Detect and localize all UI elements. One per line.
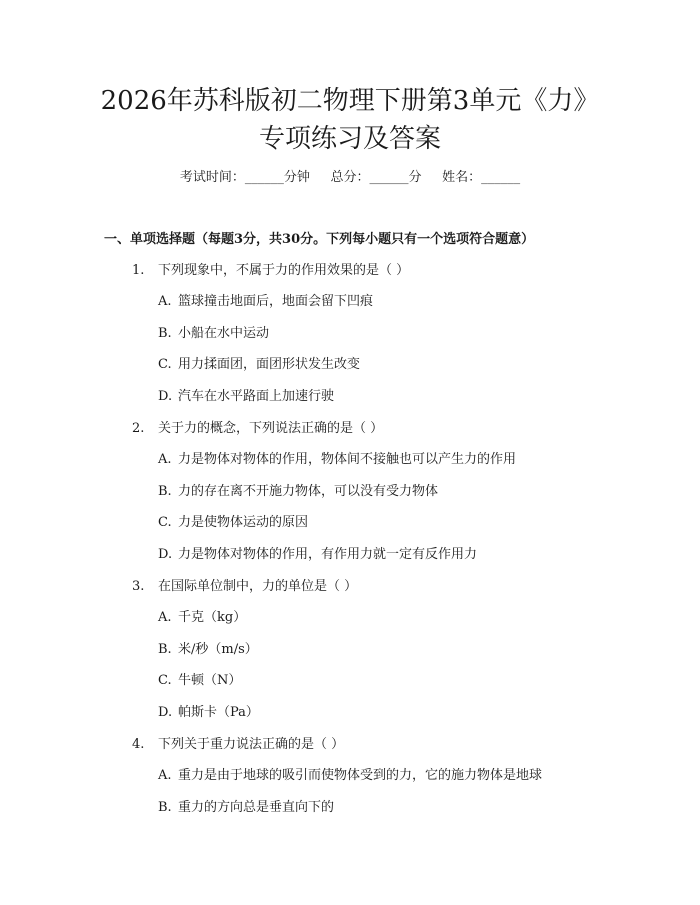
question-2-option-a [158,450,516,470]
document-title [0,82,700,158]
option-letter: B. [158,484,172,499]
section-heading-single-choice: 一、单项选择题（每题3分，共30分。下列每小题只有一个选项符合题意） [104,232,535,247]
option-text: 牛顿（N） [178,673,242,688]
title-line-1: 2026年苏科版初二物理下册第3单元《力》 [100,86,600,116]
question-3 [132,577,357,597]
option-text: 力是物体对物体的作用，有作用力就一定有反作用力 [178,547,478,562]
option-text: 力是物体对物体的作用，物体间不接触也可以产生力的作用 [178,452,517,467]
option-text: 篮球撞击地面后，地面会留下凹痕 [178,294,374,309]
option-letter: C. [158,515,172,530]
question-number: 4. [132,737,145,752]
question-1 [132,261,409,281]
option-letter: A. [158,452,172,467]
option-text: 千克（kg） [178,610,247,625]
question-text: 下列关于重力说法正确的是（ ） [158,737,345,752]
question-number: 1. [132,263,145,278]
option-letter: A. [158,768,172,783]
question-number: 2. [132,421,145,436]
option-text: 力的存在离不开施力物体，可以没有受力物体 [178,484,439,499]
question-3-option-a [158,608,246,628]
question-2 [132,419,383,439]
question-4-option-a [158,766,542,786]
question-2-option-b [158,482,438,502]
option-text: 力是使物体运动的原因 [178,515,309,530]
question-2-option-d [158,545,477,565]
question-number: 3. [132,579,145,594]
option-letter: C. [158,673,172,688]
question-text: 下列现象中，不属于力的作用效果的是（ ） [158,263,410,278]
question-text: 关于力的概念，下列说法正确的是（ ） [158,421,384,436]
option-text: 米/秒（m/s） [178,642,258,657]
option-letter: D. [158,389,173,404]
question-3-option-d [158,703,259,723]
option-text: 汽车在水平路面上加速行驶 [178,389,335,404]
question-3-option-c [158,671,241,691]
option-text: 重力是由于地球的吸引而使物体受到的力，它的施力物体是地球 [178,768,543,783]
option-text: 小船在水中运动 [178,326,270,341]
question-1-option-c [158,355,360,375]
question-1-option-b [158,324,269,344]
question-3-option-b [158,640,258,660]
question-4-option-b [158,798,334,818]
option-text: 重力的方向总是垂直向下的 [178,800,335,815]
option-text: 帕斯卡（Pa） [178,705,259,720]
option-letter: A. [158,610,172,625]
option-letter: D. [158,547,173,562]
option-letter: A. [158,294,172,309]
question-4 [132,735,344,755]
option-text: 用力揉面团，面团形状发生改变 [178,357,361,372]
option-letter: B. [158,326,172,341]
option-letter: B. [158,800,172,815]
exam-info-line: 考试时间：______分钟 总分：______分 姓名：______ [179,170,521,185]
question-2-option-c [158,513,308,533]
question-1-option-d [158,387,334,407]
option-letter: C. [158,357,172,372]
question-text: 在国际单位制中，力的单位是（ ） [158,579,358,594]
option-letter: D. [158,705,173,720]
option-letter: B. [158,642,172,657]
question-1-option-a [158,292,373,312]
title-line-2: 专项练习及答案 [258,124,441,154]
